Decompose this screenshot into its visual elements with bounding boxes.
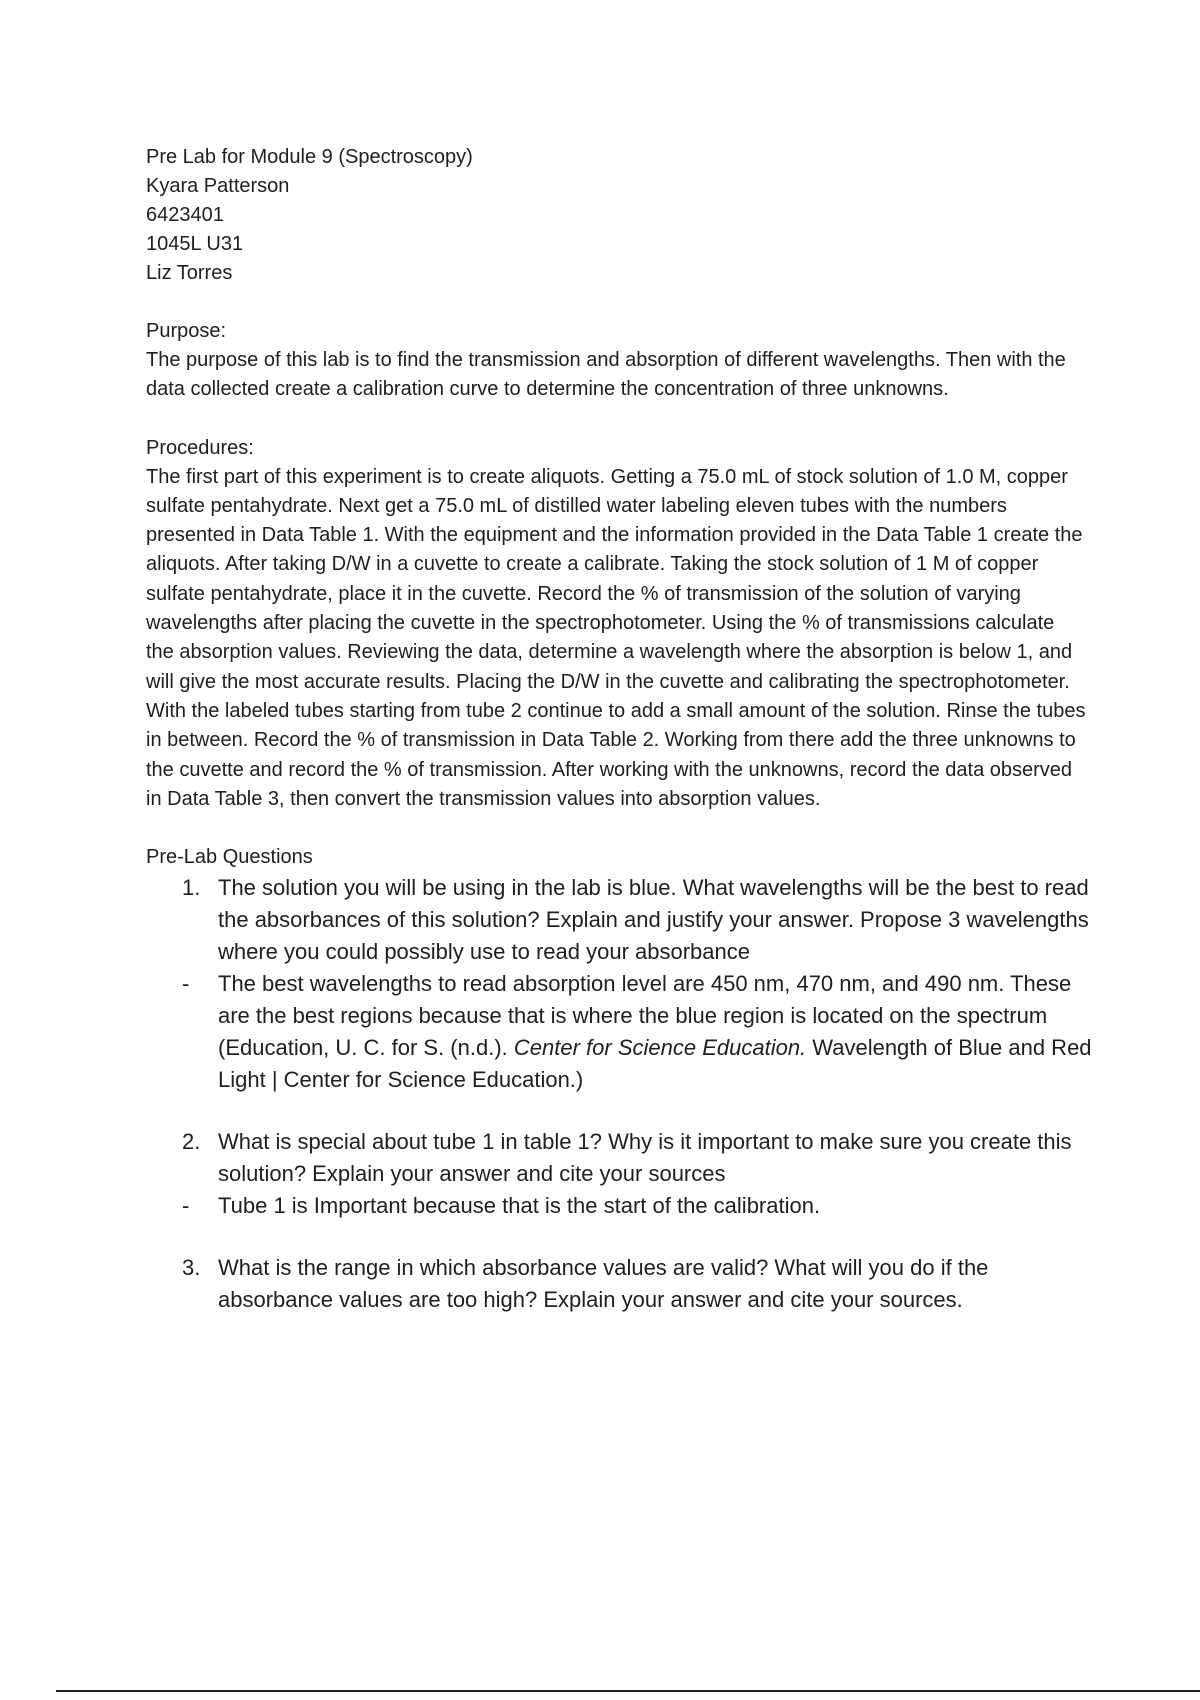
question-3-text: What is the range in which absorbance values are valid? What will you do if the absorbance values are too high? Explain your answer and cite your sources. [218, 1255, 989, 1313]
student-id: 6423401 [146, 204, 224, 226]
course-section: 1045L U31 [146, 233, 244, 255]
procedures-heading: Procedures: [146, 436, 254, 459]
question-2 [146, 1126, 1098, 1190]
question-2-number: 2. [182, 1129, 201, 1155]
answer-1-bullet: - [182, 971, 190, 997]
purpose-heading: Purpose: [146, 320, 227, 342]
question-2-text: What is special about tube 1 in table 1? Why is it important to make sure you create this solution? Explain your answer and cite your sources [218, 1129, 1072, 1187]
procedures-text: The first part of this experiment is to create aliquots. Getting a 75.0 mL of stock solution of 1.0 M, copper sulfate pentahydrate. Next get a 75.0 mL of distilled water labeling eleven tubes with the numbers presented in Data Table 1. With the equipment and the information provided in the Data Table 1 create the aliquots. After taking D/W in a cuvette to create a calibrate. Taking the stock solution of 1 M of copper sulfate pentahydrate, place it in the cuvette. Record the % of transmission of the solution of varying wavelengths after placing the cuvette in the spectrophotometer. Using the % of transmissions calculate the absorption values. Reviewing the data, determine a wavelength where the absorption is below 1, and will give the most accurate results. Placing the D/W in the cuvette and calibrating the spectrophotometer. With the labeled tubes starting from tube 2 continue to add a small amount of the solution. Rinse the tubes in between. Record the % of transmission in Data Table 2. Working from there add the three unknowns to the cuvette and record the % of transmission. After working with the unknowns, record the data observed in Data Table 3, then convert the transmission values into absorption values. [146, 465, 1086, 810]
question-1 [146, 872, 1098, 968]
procedures-section [146, 434, 1086, 815]
document-page [146, 143, 1092, 1316]
question-1-text: The solution you will be using in the lab is blue. What wavelengths will be the best to read the absorbances of this solution? Explain and justify your answer. Propose 3 wavelengths where you could possibly use to read your absorbance [218, 875, 1089, 965]
student-name: Kyara Patterson [146, 175, 290, 197]
questions-section [146, 843, 1092, 1316]
answer-1-citation-italic: Center for Science Education. [513, 1035, 807, 1061]
answer-2 [146, 1190, 1098, 1222]
question-1-number: 1. [182, 875, 201, 901]
header-block [146, 143, 1086, 288]
answer-1-text-after: Wavelength of Blue and Red Light | Center for Science Education.) [218, 1035, 1092, 1093]
answer-2-bullet: - [182, 1193, 190, 1219]
question-3-number: 3. [182, 1255, 201, 1281]
purpose-text: The purpose of this lab is to find the transmission and absorption of different wavelengths. Then with the data collected create a calibration curve to determine the concentration of three unknowns. [146, 349, 1066, 401]
answer-2-text: Tube 1 is Important because that is the start of the calibration. [218, 1193, 821, 1219]
instructor-name: Liz Torres [146, 262, 233, 284]
purpose-section [146, 317, 1086, 405]
document-title: Pre Lab for Module 9 (Spectroscopy) [146, 146, 473, 168]
questions-list [146, 872, 1092, 1316]
questions-heading: Pre-Lab Questions [146, 846, 313, 869]
answer-1 [146, 968, 1098, 1096]
answer-1-text-before: The best wavelengths to read absorption level are 450 nm, 470 nm, and 490 nm. These are the best regions because that is where the blue region is located on the spectrum (Education, U. C. for S. (n.d.). [218, 971, 1072, 1061]
question-3 [146, 1252, 1098, 1316]
page-bottom-rule [56, 1690, 1200, 1692]
